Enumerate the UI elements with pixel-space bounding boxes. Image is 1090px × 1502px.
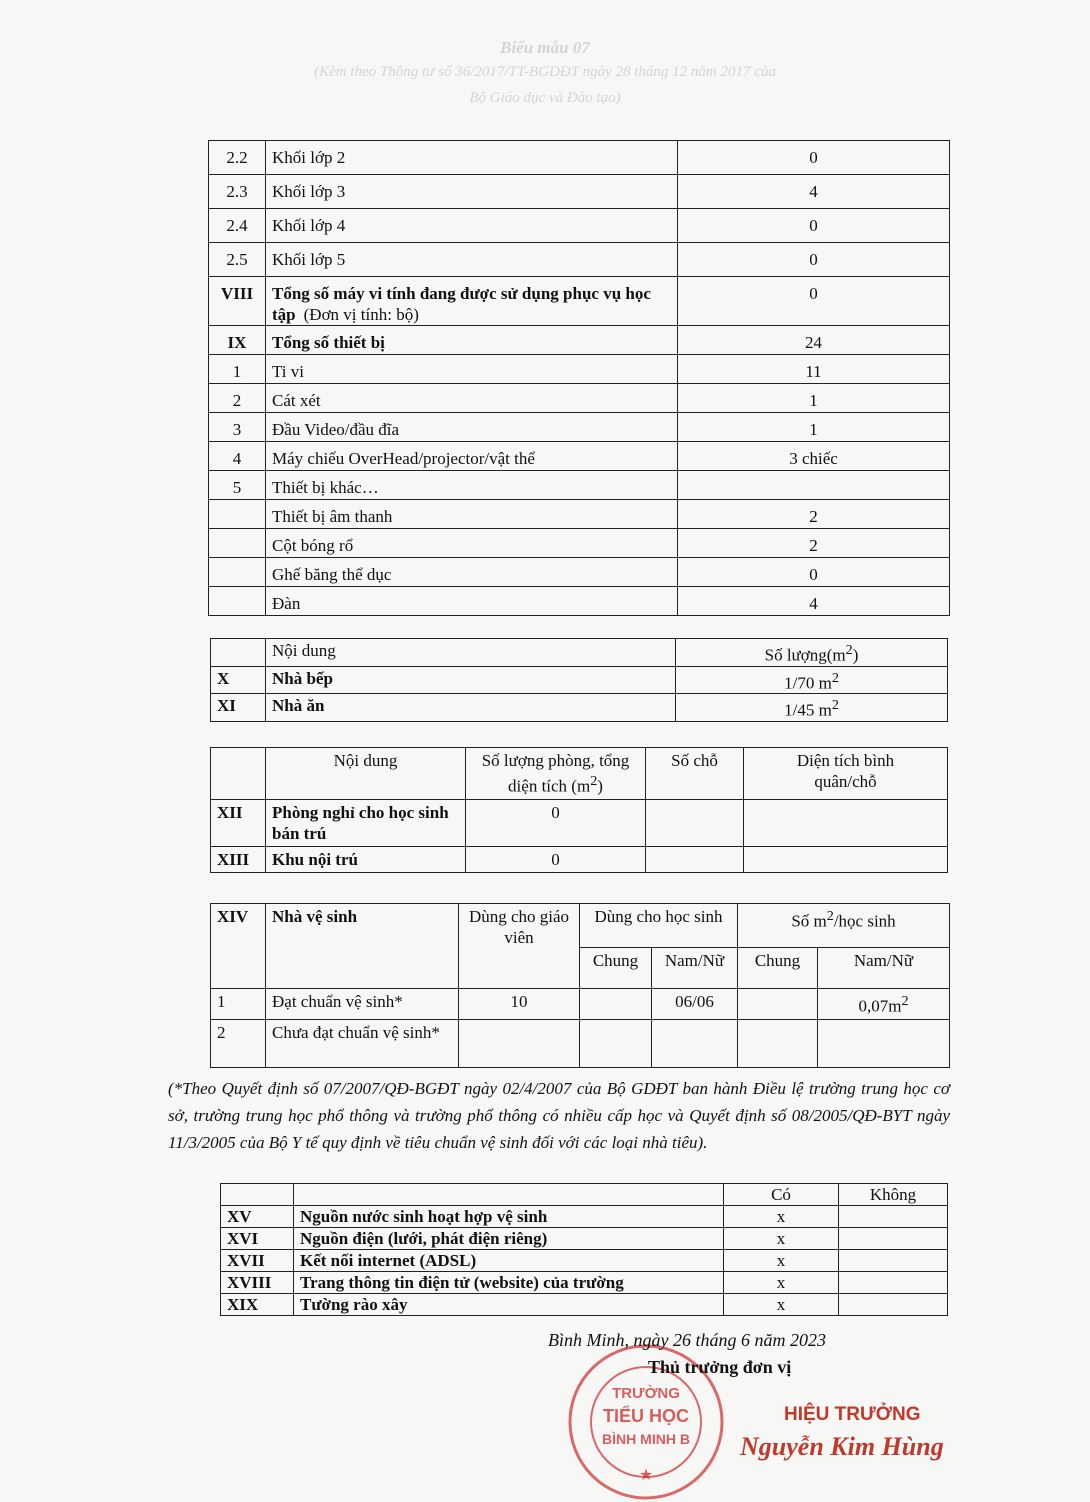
row-number: XIII — [211, 846, 266, 872]
toilet-table — [210, 903, 950, 1068]
toilet-no: XIV — [211, 904, 266, 989]
table-row — [209, 326, 950, 355]
row-number — [209, 500, 266, 529]
signature-head: Thủ trưởng đơn vị — [648, 1357, 792, 1377]
row-content: Nhà bếp — [266, 666, 676, 694]
row-content: Thiết bị khác… — [266, 471, 678, 500]
table-row — [211, 846, 948, 872]
table-row — [209, 209, 950, 243]
row-number: XVI — [221, 1228, 294, 1250]
table-row — [221, 1206, 948, 1228]
row-number: XIX — [221, 1294, 294, 1316]
table-row — [221, 1250, 948, 1272]
row-number: 4 — [209, 442, 266, 471]
row-value: 1 — [678, 384, 950, 413]
table-row — [221, 1228, 948, 1250]
row-no — [839, 1272, 948, 1294]
row-area — [744, 799, 948, 846]
row-number: IX — [209, 326, 266, 355]
table-row — [209, 277, 950, 326]
row-number: 1 — [211, 989, 266, 1020]
row-content: Thiết bị âm thanh — [266, 500, 678, 529]
toilet-title: Nhà vệ sinh — [266, 904, 459, 989]
row-content: Đàn — [266, 587, 678, 616]
table-row — [209, 529, 950, 558]
row-per-common — [738, 1019, 818, 1067]
seal-line-2: TIỂU HỌC — [602, 1406, 690, 1426]
row-yes: x — [724, 1294, 839, 1316]
row-value: 1/45 $m^2$ — [676, 694, 948, 722]
row-value: 3 chiếc — [678, 442, 950, 471]
table-row — [209, 471, 950, 500]
table-row — [221, 1184, 948, 1206]
row-yes: x — [724, 1250, 839, 1272]
row-number — [209, 529, 266, 558]
row-yes: x — [724, 1206, 839, 1228]
ghost-line-2: Bộ Giáo dục và Đào tạo) — [469, 90, 621, 106]
table-row — [209, 243, 950, 277]
row-number: XVII — [221, 1250, 294, 1272]
header-common-2: Chung — [738, 948, 818, 989]
row-value: 4 — [678, 587, 950, 616]
regulation-note: (*Theo Quyết định số 07/2007/QĐ-BGĐT ngày 02/4/2007 của Bộ GDĐT ban hành Điều lệ trường trung học cơ sở, trường trung học phổ thông và trường phổ thông có nhiều cấp học và Quyết định số 08/2005/QĐ-BYT ngày 11/3/2005 của Bộ Y tế quy định về tiêu chuẩn vệ sinh đối với các loại nhà tiêu). — [168, 1079, 950, 1152]
table-row — [211, 694, 948, 722]
equipment-table — [208, 140, 950, 616]
row-area — [744, 846, 948, 872]
row-number: XVIII — [221, 1272, 294, 1294]
row-no — [839, 1294, 948, 1316]
row-number: 2.5 — [209, 243, 266, 277]
row-content: Tổng số máy vi tính đang được sử dụng phục vụ học tập (Đơn vị tính: bộ) — [266, 277, 678, 326]
row-number: 2.2 — [209, 141, 266, 175]
row-seats — [646, 799, 744, 846]
row-content: Nhà ăn — [266, 694, 676, 722]
row-number: 2.4 — [209, 209, 266, 243]
seal-line-1: TRƯỜNG — [612, 1385, 680, 1402]
table-row — [209, 558, 950, 587]
row-content: Khối lớp 2 — [266, 141, 678, 175]
row-teacher: 10 — [459, 989, 580, 1020]
row-content: Chưa đạt chuẩn vệ sinh* — [266, 1019, 459, 1067]
row-value: 2 — [678, 500, 950, 529]
header-seats: Số chỗ — [646, 748, 744, 800]
row-number: XV — [221, 1206, 294, 1228]
header-common: Chung — [580, 948, 652, 989]
header-yes: Có — [724, 1184, 839, 1206]
row-number: 2.3 — [209, 175, 266, 209]
header-per-student: Số $m^2$/học sinh — [738, 904, 950, 948]
table-row — [209, 355, 950, 384]
seal-line-3: BÌNH MINH B — [602, 1431, 690, 1447]
row-content: Tổng số thiết bị — [266, 326, 678, 355]
row-content: Đạt chuẩn vệ sinh* — [266, 989, 459, 1020]
row-yes: x — [724, 1228, 839, 1250]
header-qty: Số $lượng(m^2)$ — [676, 639, 948, 667]
row-number: 3 — [209, 413, 266, 442]
header-teacher: Dùng cho giáo viên — [459, 904, 580, 989]
principal-title: HIỆU TRƯỞNG — [784, 1404, 921, 1425]
row-no — [839, 1206, 948, 1228]
row-number: XII — [211, 799, 266, 846]
table-row — [209, 413, 950, 442]
row-content: Ti vi — [266, 355, 678, 384]
row-value: 11 — [678, 355, 950, 384]
row-per-mf — [818, 1019, 950, 1067]
row-student-common — [580, 1019, 652, 1067]
svg-text:★: ★ — [638, 1467, 654, 1484]
row-number: XI — [211, 694, 266, 722]
row-student-common — [580, 989, 652, 1020]
row-content: Khu nội trú — [266, 846, 466, 872]
row-rooms: 0 — [466, 799, 646, 846]
table-row — [211, 799, 948, 846]
header-no: Không — [839, 1184, 948, 1206]
row-number — [209, 558, 266, 587]
row-value — [678, 471, 950, 500]
row-content: Kết nối internet (ADSL) — [294, 1250, 724, 1272]
row-content: Đầu Video/đầu đĩa — [266, 413, 678, 442]
row-yes: x — [724, 1272, 839, 1294]
row-content: Cột bóng rổ — [266, 529, 678, 558]
row-value: 1/70 $m^2$ — [676, 666, 948, 694]
row-number — [209, 587, 266, 616]
header-area: Diện tích bình quân/chỗ — [744, 748, 948, 800]
row-content: Cát xét — [266, 384, 678, 413]
ghost-form-title: Biểu mẫu 07 — [500, 38, 590, 57]
row-value: 1 — [678, 413, 950, 442]
row-value: 4 — [678, 175, 950, 209]
row-content: Khối lớp 4 — [266, 209, 678, 243]
row-number: VIII — [209, 277, 266, 326]
row-content: Khối lớp 3 — [266, 175, 678, 209]
table-row — [211, 639, 948, 667]
row-per-mf: $0,07m^2$ — [818, 989, 950, 1020]
table-row — [211, 748, 948, 800]
row-content: Tường rào xây — [294, 1294, 724, 1316]
row-value: 0 — [678, 209, 950, 243]
row-number: 5 — [209, 471, 266, 500]
table-row — [221, 1272, 948, 1294]
row-content: Nguồn nước sinh hoạt hợp vệ sinh — [294, 1206, 724, 1228]
table-row — [209, 442, 950, 471]
boarding-table — [210, 747, 948, 873]
row-per-common — [738, 989, 818, 1020]
row-number: 2 — [209, 384, 266, 413]
row-content: Phòng nghỉ cho học sinh bán trú — [266, 799, 466, 846]
table-row — [209, 141, 950, 175]
row-number: 2 — [211, 1019, 266, 1067]
ghost-line-1: (Kèm theo Thông tư số 36/2017/TT-BGDĐT ngày 28 tháng 12 năm 2017 của — [314, 64, 776, 80]
row-value: 24 — [678, 326, 950, 355]
row-seats — [646, 846, 744, 872]
row-value: 0 — [678, 558, 950, 587]
header-mf-2: Nam/Nữ — [818, 948, 950, 989]
row-teacher — [459, 1019, 580, 1067]
row-no — [839, 1228, 948, 1250]
table-row — [209, 175, 950, 209]
row-content: Ghế băng thể dục — [266, 558, 678, 587]
table-row — [221, 1294, 948, 1316]
row-value: 0 — [678, 243, 950, 277]
header-content: Nội dung — [266, 639, 676, 667]
table-row — [209, 500, 950, 529]
kitchen-table — [210, 638, 948, 722]
table-row — [209, 587, 950, 616]
row-content: Khối lớp 5 — [266, 243, 678, 277]
header-rooms: Số lượng phòng, tổng diện tích $(m^2)$ — [466, 748, 646, 800]
principal-signature: Nguyễn Kim Hùng — [740, 1432, 944, 1461]
row-value: 0 — [678, 277, 950, 326]
table-row — [211, 666, 948, 694]
row-content: Trang thông tin điện tử (website) của trường — [294, 1272, 724, 1294]
row-value: 2 — [678, 529, 950, 558]
table-row — [211, 904, 950, 948]
table-row — [209, 384, 950, 413]
signature-date: Bình Minh, ngày 26 tháng 6 năm 2023 — [548, 1330, 826, 1350]
header-student: Dùng cho học sinh — [580, 904, 738, 948]
row-no — [839, 1250, 948, 1272]
table-row — [211, 989, 950, 1020]
row-value: 0 — [678, 141, 950, 175]
facilities-table — [220, 1183, 948, 1316]
header-mf: Nam/Nữ — [652, 948, 738, 989]
row-number: X — [211, 666, 266, 694]
header-content: Nội dung — [266, 748, 466, 800]
row-student-mf — [652, 1019, 738, 1067]
row-content: Nguồn điện (lưới, phát điện riêng) — [294, 1228, 724, 1250]
row-number: 1 — [209, 355, 266, 384]
table-row — [211, 1019, 950, 1067]
row-content: Máy chiếu OverHead/projector/vật thể — [266, 442, 678, 471]
row-rooms: 0 — [466, 846, 646, 872]
row-student-mf: 06/06 — [652, 989, 738, 1020]
